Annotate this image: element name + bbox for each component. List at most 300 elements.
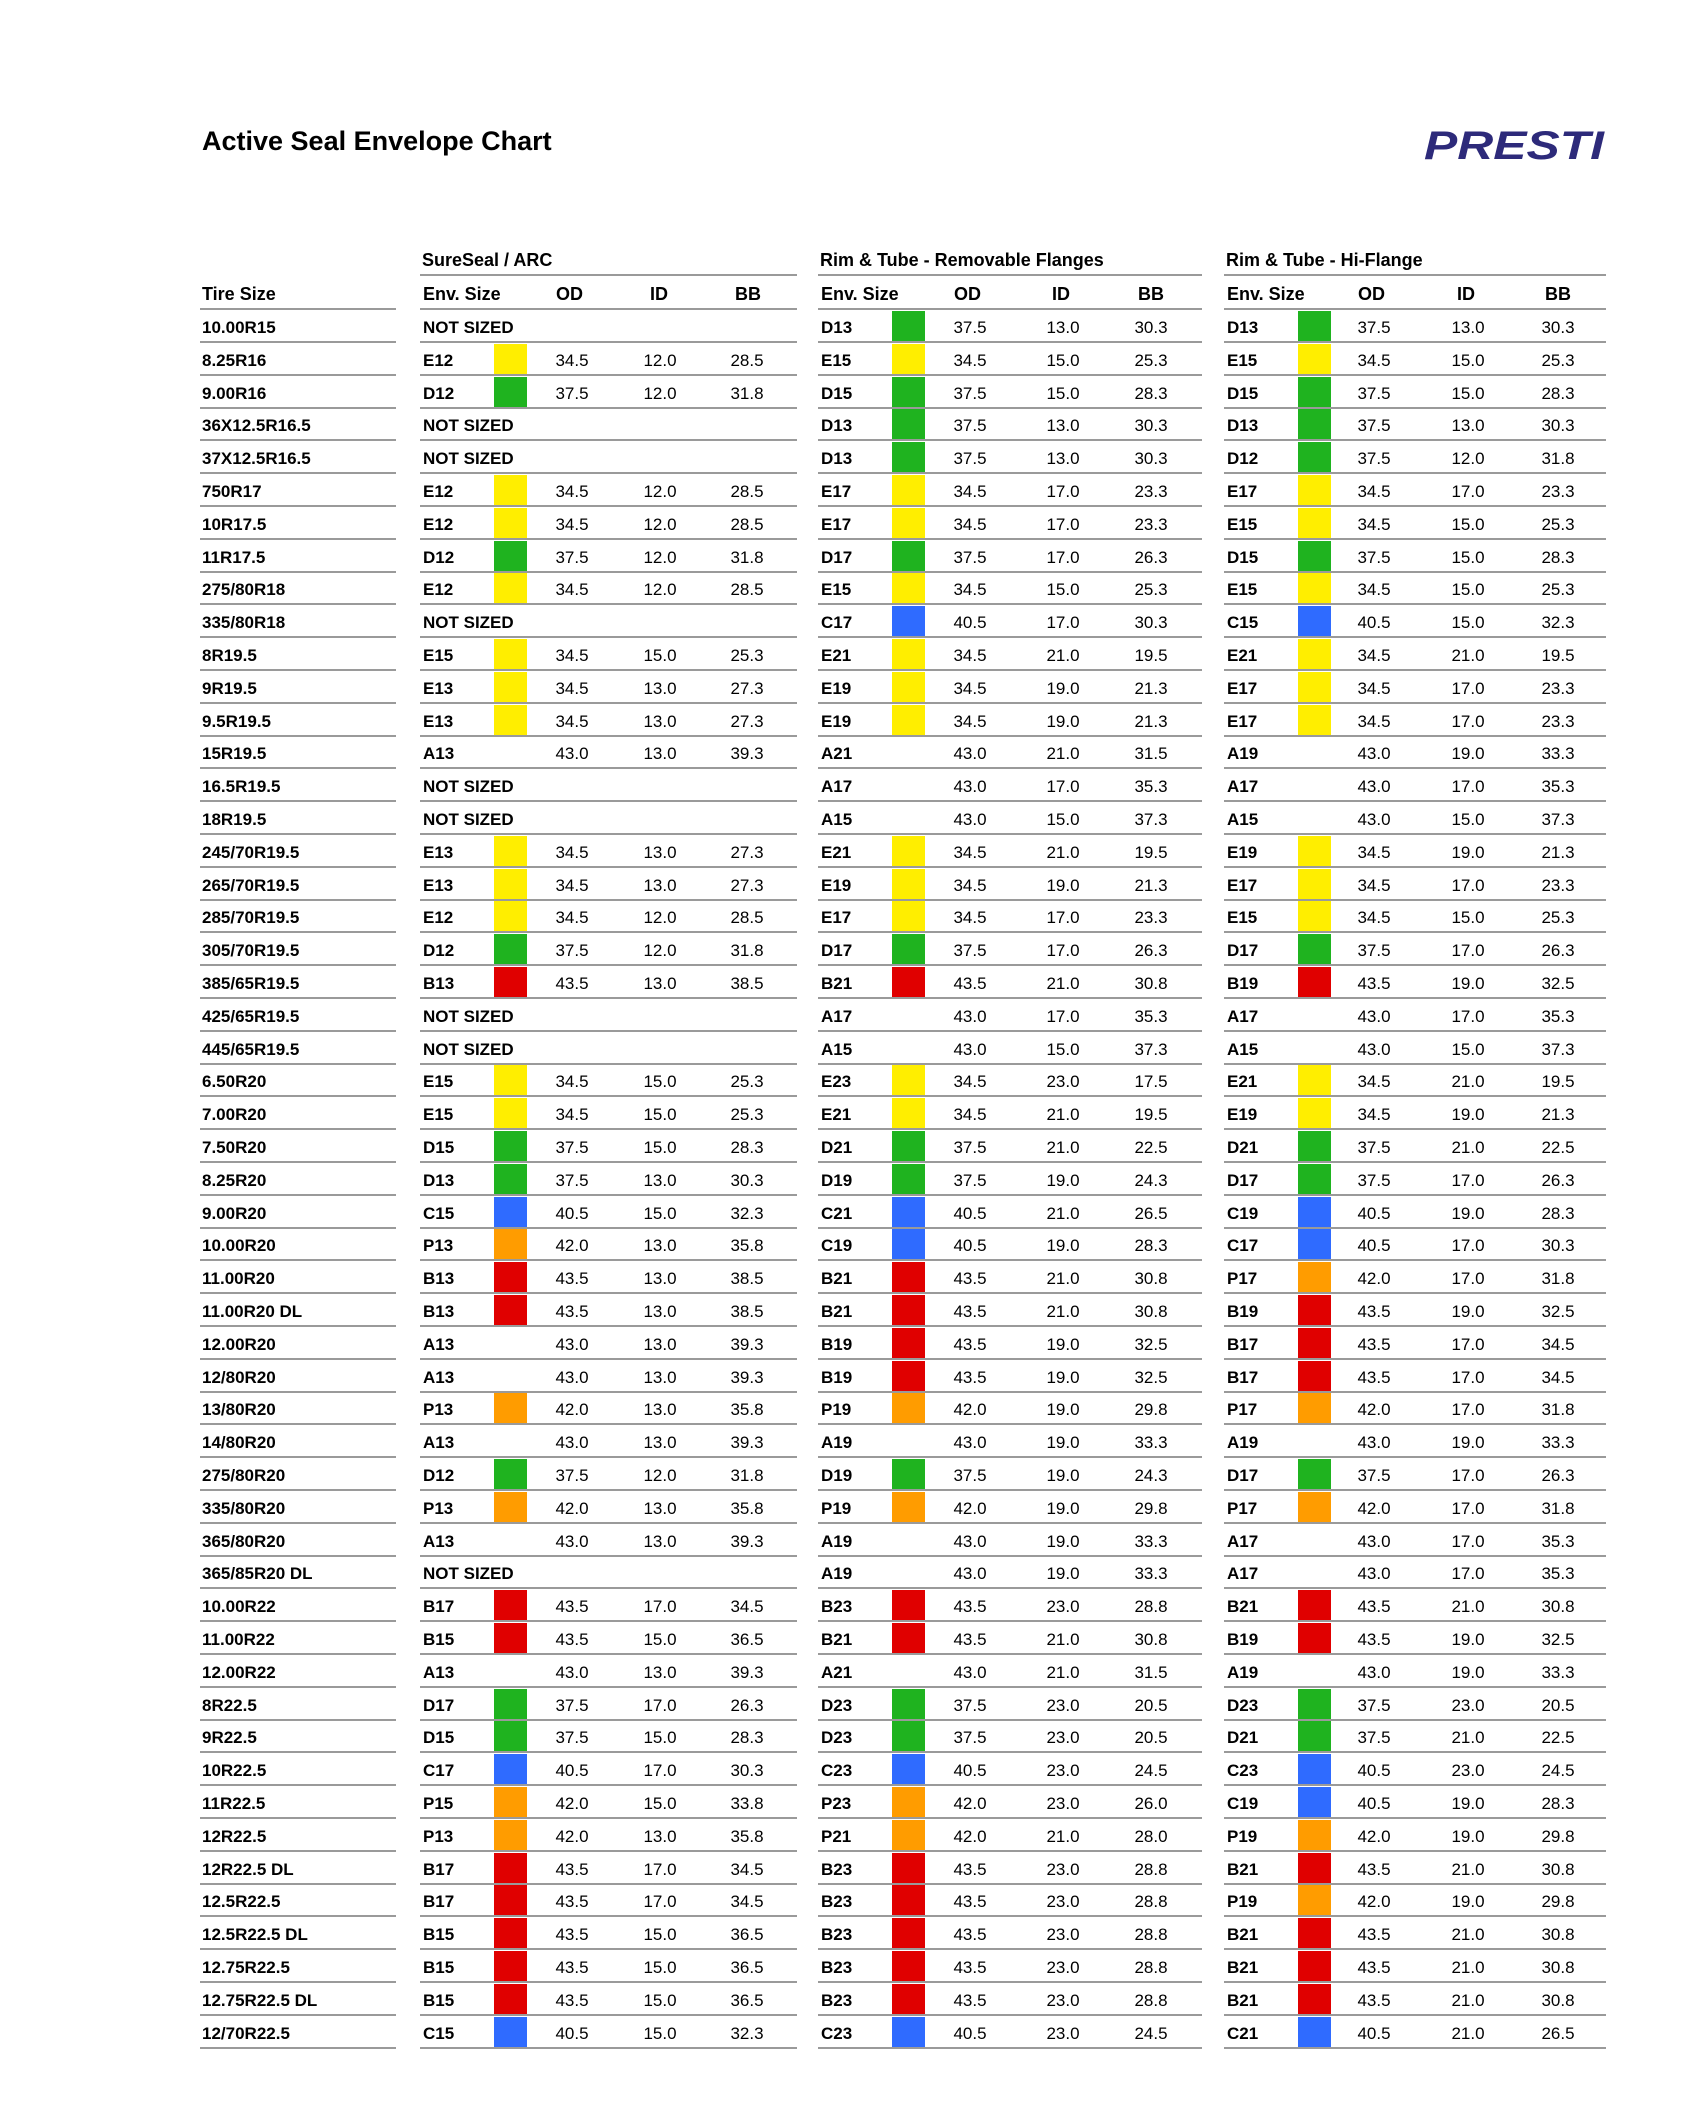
color-swatch xyxy=(1298,606,1331,636)
env-size: P15 xyxy=(423,1794,454,1813)
id-value: 13.0 xyxy=(643,1400,677,1420)
env-size: D13 xyxy=(821,416,853,436)
bb-value: 26.3 xyxy=(1541,1170,1575,1190)
table-row xyxy=(0,376,1700,409)
od-value: 34.5 xyxy=(1357,482,1391,501)
od-value: 37.5 xyxy=(953,383,987,403)
od-header: OD xyxy=(1358,284,1385,304)
od-value: 43.5 xyxy=(555,1958,589,1977)
table-row xyxy=(0,1786,1700,1819)
table-row xyxy=(0,1753,1700,1786)
tire-size: 8.25R16 xyxy=(202,350,267,370)
id-value: 15.0 xyxy=(1451,514,1485,534)
id-value: 15.0 xyxy=(643,646,677,665)
color-swatch xyxy=(892,967,925,997)
id-value: 13.0 xyxy=(1046,318,1080,337)
env-size: E15 xyxy=(1227,908,1258,928)
env-size: D17 xyxy=(821,941,853,961)
color-swatch xyxy=(1298,573,1331,603)
id-value: 13.0 xyxy=(1046,449,1080,469)
env-size: D13 xyxy=(1227,416,1259,436)
od-value: 43.5 xyxy=(953,1630,987,1649)
od-value: 37.5 xyxy=(555,1138,589,1157)
id-value: 13.0 xyxy=(643,1367,677,1387)
id-value: 15.0 xyxy=(643,1072,677,1092)
color-swatch xyxy=(494,901,527,931)
env-size: A15 xyxy=(1227,1039,1259,1059)
color-swatch xyxy=(892,1853,925,1883)
color-swatch xyxy=(494,1918,527,1948)
id-value: 17.0 xyxy=(643,1695,677,1715)
tire-size: 305/70R19.5 xyxy=(202,941,300,961)
color-swatch xyxy=(1298,1721,1331,1751)
id-value: 15.0 xyxy=(643,1105,677,1125)
color-swatch xyxy=(1298,705,1331,735)
color-swatch xyxy=(892,1393,925,1423)
od-value: 43.0 xyxy=(953,1662,987,1682)
env-size: B21 xyxy=(1227,1859,1259,1879)
env-size: P19 xyxy=(1227,1892,1258,1912)
bb-value: 30.3 xyxy=(1541,1236,1575,1256)
id-value: 19.0 xyxy=(1046,1498,1080,1518)
od-value: 37.5 xyxy=(953,449,987,469)
bb-value: 26.5 xyxy=(1134,1203,1168,1223)
id-value: 12.0 xyxy=(643,482,677,501)
od-value: 34.5 xyxy=(953,678,987,698)
od-value: 42.0 xyxy=(953,1794,987,1813)
od-value: 43.0 xyxy=(1357,810,1391,829)
bb-value: 30.8 xyxy=(1134,1630,1168,1649)
id-value: 19.0 xyxy=(1451,1302,1485,1321)
bb-value: 26.3 xyxy=(730,1695,764,1715)
bb-value: 20.5 xyxy=(1134,1728,1168,1748)
id-value: 17.0 xyxy=(1451,1006,1485,1026)
id-value: 21.0 xyxy=(1046,1630,1080,1649)
od-value: 34.5 xyxy=(953,1105,987,1125)
id-value: 12.0 xyxy=(643,941,677,961)
id-value: 23.0 xyxy=(1046,1728,1080,1748)
od-value: 34.5 xyxy=(953,875,987,895)
id-value: 19.0 xyxy=(1451,1662,1485,1682)
color-swatch xyxy=(892,2017,925,2047)
od-value: 43.5 xyxy=(953,974,987,993)
bb-value: 27.3 xyxy=(730,842,764,862)
table-row xyxy=(0,671,1700,704)
env-size: E19 xyxy=(821,711,852,731)
env-size: E12 xyxy=(423,908,454,928)
bb-value: 26.3 xyxy=(1134,547,1168,567)
table-row xyxy=(0,769,1700,802)
bb-value: 38.5 xyxy=(730,1269,764,1289)
od-value: 43.0 xyxy=(555,1662,589,1682)
od-value: 40.5 xyxy=(555,1761,589,1781)
od-value: 40.5 xyxy=(953,1236,987,1256)
bb-value: 30.8 xyxy=(1541,1597,1575,1617)
tire-size: 10R17.5 xyxy=(202,514,267,534)
color-swatch xyxy=(494,869,527,899)
env-size: D13 xyxy=(821,449,853,469)
bb-value: 35.8 xyxy=(730,1236,764,1256)
tire-size: 11R17.5 xyxy=(202,547,266,567)
bb-value: 25.3 xyxy=(1134,350,1168,370)
bb-value: 30.3 xyxy=(730,1761,764,1781)
bb-value: 35.8 xyxy=(730,1400,764,1420)
not-sized-label: NOT SIZED xyxy=(423,416,514,436)
group-header-hi-flange xyxy=(1224,244,1606,276)
od-value: 43.5 xyxy=(555,1269,589,1289)
od-value: 43.5 xyxy=(1357,1859,1391,1879)
id-value: 17.0 xyxy=(1451,1334,1485,1354)
od-value: 34.5 xyxy=(555,678,589,698)
bb-value: 28.8 xyxy=(1134,1958,1168,1977)
od-value: 34.5 xyxy=(555,580,589,600)
tire-size: 11.00R20 xyxy=(202,1269,275,1289)
od-value: 37.5 xyxy=(953,1466,987,1485)
od-value: 43.0 xyxy=(555,744,589,764)
bb-value: 20.5 xyxy=(1541,1695,1575,1715)
bb-value: 23.3 xyxy=(1134,514,1168,534)
bb-value: 26.5 xyxy=(1541,2023,1575,2043)
color-swatch xyxy=(892,606,925,636)
env-size: A13 xyxy=(423,744,455,764)
od-value: 43.5 xyxy=(953,1367,987,1387)
env-size: B21 xyxy=(821,1630,853,1649)
bb-value: 21.3 xyxy=(1541,1105,1575,1125)
tire-size: 12.75R22.5 xyxy=(202,1958,290,1977)
color-swatch xyxy=(1298,1885,1331,1915)
od-value: 37.5 xyxy=(1357,383,1391,403)
bb-header: BB xyxy=(1138,284,1164,304)
color-swatch xyxy=(1298,1623,1331,1653)
od-value: 34.5 xyxy=(555,514,589,534)
od-value: 43.0 xyxy=(953,1433,987,1453)
id-value: 23.0 xyxy=(1046,1925,1080,1945)
bb-value: 26.3 xyxy=(1134,941,1168,961)
bb-value: 31.8 xyxy=(730,1466,764,1485)
id-value: 15.0 xyxy=(1046,580,1080,600)
bb-value: 30.8 xyxy=(1134,974,1168,993)
od-value: 34.5 xyxy=(953,908,987,928)
id-value: 17.0 xyxy=(1451,875,1485,895)
bb-value: 30.8 xyxy=(1541,1859,1575,1879)
od-value: 42.0 xyxy=(1357,1826,1391,1846)
id-value: 15.0 xyxy=(643,1794,677,1813)
id-value: 13.0 xyxy=(643,1498,677,1518)
od-value: 42.0 xyxy=(1357,1892,1391,1912)
color-swatch xyxy=(494,639,527,669)
bb-value: 32.5 xyxy=(1541,974,1575,993)
env-size: B17 xyxy=(423,1597,455,1617)
bb-value: 31.8 xyxy=(730,547,764,567)
bb-value: 23.3 xyxy=(1134,482,1168,501)
bb-value: 29.8 xyxy=(1134,1400,1168,1420)
color-swatch xyxy=(494,1853,527,1883)
od-value: 34.5 xyxy=(1357,514,1391,534)
env-size: A17 xyxy=(1227,777,1259,797)
env-size: E19 xyxy=(1227,1105,1258,1125)
bb-value: 31.5 xyxy=(1134,1662,1168,1682)
not-sized-label: NOT SIZED xyxy=(423,318,514,337)
od-header: OD xyxy=(556,284,583,304)
tire-size: 6.50R20 xyxy=(202,1072,267,1092)
od-value: 34.5 xyxy=(1357,842,1391,862)
env-size: A21 xyxy=(821,744,853,764)
color-swatch xyxy=(1298,409,1331,439)
id-value: 13.0 xyxy=(643,1269,677,1289)
table-row xyxy=(0,1097,1700,1130)
id-value: 17.0 xyxy=(1451,678,1485,698)
table-row xyxy=(0,441,1700,474)
id-value: 15.0 xyxy=(643,1630,677,1649)
bb-value: 21.3 xyxy=(1134,711,1168,731)
env-size: D23 xyxy=(821,1728,853,1748)
od-value: 37.5 xyxy=(953,1170,987,1190)
od-value: 43.5 xyxy=(1357,974,1391,993)
color-swatch xyxy=(1298,1459,1331,1489)
tire-size: 12.5R22.5 xyxy=(202,1892,281,1912)
env-size: B15 xyxy=(423,1990,455,2010)
od-value: 43.5 xyxy=(953,1892,987,1912)
id-value: 23.0 xyxy=(1046,1794,1080,1813)
bb-value: 32.5 xyxy=(1541,1630,1575,1649)
od-value: 42.0 xyxy=(953,1400,987,1420)
bb-value: 27.3 xyxy=(730,875,764,895)
env-size: B15 xyxy=(423,1925,455,1945)
id-value: 21.0 xyxy=(1046,1302,1080,1321)
bb-value: 34.5 xyxy=(730,1892,764,1912)
od-value: 43.0 xyxy=(953,1039,987,1059)
bb-value: 30.8 xyxy=(1541,1958,1575,1977)
id-value: 15.0 xyxy=(643,2023,677,2043)
bb-value: 36.5 xyxy=(730,1958,764,1977)
od-value: 43.0 xyxy=(953,1006,987,1026)
bb-value: 33.3 xyxy=(1541,1433,1575,1453)
id-value: 21.0 xyxy=(1046,1662,1080,1682)
not-sized-label: NOT SIZED xyxy=(423,1006,514,1026)
bb-value: 38.5 xyxy=(730,1302,764,1321)
od-value: 37.5 xyxy=(555,941,589,961)
env-size: E21 xyxy=(821,1105,852,1125)
id-value: 19.0 xyxy=(1451,1433,1485,1453)
color-swatch xyxy=(892,1459,925,1489)
id-value: 23.0 xyxy=(1046,1859,1080,1879)
tire-size: 16.5R19.5 xyxy=(202,777,281,797)
bb-value: 30.3 xyxy=(1134,318,1168,337)
color-swatch xyxy=(494,1164,527,1194)
od-value: 34.5 xyxy=(555,1072,589,1092)
od-value: 43.5 xyxy=(1357,1958,1391,1977)
bb-value: 29.8 xyxy=(1541,1826,1575,1846)
bb-value: 25.3 xyxy=(730,646,764,665)
env-size: D15 xyxy=(423,1728,455,1748)
bb-value: 33.3 xyxy=(1134,1433,1168,1453)
color-swatch xyxy=(494,1754,527,1784)
od-value: 43.0 xyxy=(1357,1531,1391,1551)
od-value: 43.5 xyxy=(953,1925,987,1945)
env-size: E17 xyxy=(821,514,852,534)
env-size: D21 xyxy=(821,1138,853,1157)
od-value: 34.5 xyxy=(953,646,987,665)
color-swatch xyxy=(1298,934,1331,964)
bb-value: 28.3 xyxy=(730,1138,764,1157)
od-value: 43.0 xyxy=(953,1564,987,1584)
tire-size: 9.00R20 xyxy=(202,1203,267,1223)
bb-value: 35.3 xyxy=(1541,1531,1575,1551)
env-size: D17 xyxy=(1227,941,1259,961)
color-swatch xyxy=(892,705,925,735)
tire-size: 12/80R20 xyxy=(202,1367,276,1387)
table-row xyxy=(0,2016,1700,2049)
env-size: B17 xyxy=(423,1859,455,1879)
env-size: B15 xyxy=(423,1958,455,1977)
od-value: 40.5 xyxy=(555,2023,589,2043)
bb-value: 37.3 xyxy=(1134,810,1168,829)
table-row xyxy=(0,1655,1700,1688)
table-row xyxy=(0,1163,1700,1196)
bb-value: 31.5 xyxy=(1134,744,1168,764)
od-value: 43.5 xyxy=(1357,1925,1391,1945)
id-value: 23.0 xyxy=(1046,1958,1080,1977)
color-swatch xyxy=(1298,1984,1331,2014)
od-value: 43.0 xyxy=(953,1531,987,1551)
env-size: D15 xyxy=(1227,383,1259,403)
env-size: D17 xyxy=(1227,1466,1259,1485)
color-swatch xyxy=(1298,1361,1331,1391)
env-size: E15 xyxy=(1227,514,1258,534)
tire-size: 10R22.5 xyxy=(202,1761,267,1781)
table-row xyxy=(0,1852,1700,1885)
od-value: 40.5 xyxy=(1357,1761,1391,1781)
color-swatch xyxy=(494,967,527,997)
group-title: Rim & Tube - Hi-Flange xyxy=(1226,250,1423,270)
env-size: C19 xyxy=(821,1236,853,1256)
color-swatch xyxy=(494,1459,527,1489)
tire-size: 13/80R20 xyxy=(202,1400,276,1420)
bb-value: 30.8 xyxy=(1134,1269,1168,1289)
od-value: 42.0 xyxy=(953,1826,987,1846)
not-sized-label: NOT SIZED xyxy=(423,1039,514,1059)
od-value: 42.0 xyxy=(555,1400,589,1420)
bb-value: 36.5 xyxy=(730,1925,764,1945)
env-size: C19 xyxy=(1227,1794,1259,1813)
env-size: C17 xyxy=(423,1761,455,1781)
od-value: 43.0 xyxy=(555,1531,589,1551)
od-value: 34.5 xyxy=(953,711,987,731)
od-value: 43.0 xyxy=(953,810,987,829)
id-value: 21.0 xyxy=(1046,1826,1080,1846)
env-size: A13 xyxy=(423,1531,455,1551)
od-value: 37.5 xyxy=(953,941,987,961)
env-size: B23 xyxy=(821,1892,853,1912)
color-swatch xyxy=(1298,1951,1331,1981)
bb-value: 28.5 xyxy=(730,350,764,370)
env-size-header: Env. Size xyxy=(423,284,501,304)
env-size: P19 xyxy=(821,1400,852,1420)
od-value: 37.5 xyxy=(1357,416,1391,436)
env-size: E17 xyxy=(821,482,852,501)
bb-value: 35.3 xyxy=(1541,777,1575,797)
env-size: B23 xyxy=(821,1925,853,1945)
env-size: A13 xyxy=(423,1662,455,1682)
od-value: 34.5 xyxy=(555,711,589,731)
od-value: 34.5 xyxy=(555,482,589,501)
od-value: 43.5 xyxy=(1357,1630,1391,1649)
tire-size: 10.00R20 xyxy=(202,1236,276,1256)
presti-logo xyxy=(1424,124,1606,164)
id-value: 12.0 xyxy=(643,350,677,370)
env-size: P23 xyxy=(821,1794,852,1813)
table-row xyxy=(0,1261,1700,1294)
color-swatch xyxy=(1298,1787,1331,1817)
env-size: D12 xyxy=(423,941,455,961)
env-size-header: Env. Size xyxy=(1227,284,1305,304)
env-size: A19 xyxy=(1227,744,1259,764)
id-value: 15.0 xyxy=(1451,1039,1485,1059)
id-value: 19.0 xyxy=(1046,711,1080,731)
color-swatch xyxy=(892,1262,925,1292)
env-size: P13 xyxy=(423,1236,454,1256)
id-value: 13.0 xyxy=(643,974,677,993)
bb-value: 35.3 xyxy=(1541,1006,1575,1026)
id-value: 12.0 xyxy=(643,908,677,928)
od-value: 34.5 xyxy=(1357,711,1391,731)
od-value: 37.5 xyxy=(1357,1138,1391,1157)
od-value: 43.5 xyxy=(1357,1367,1391,1387)
od-value: 43.0 xyxy=(555,1367,589,1387)
id-value: 19.0 xyxy=(1451,1203,1485,1223)
bb-value: 34.5 xyxy=(730,1859,764,1879)
color-swatch xyxy=(892,344,925,374)
bb-header: BB xyxy=(1545,284,1571,304)
color-swatch xyxy=(1298,2017,1331,2047)
id-value: 13.0 xyxy=(643,1334,677,1354)
bb-value: 31.8 xyxy=(1541,449,1575,469)
tire-size: 12.75R22.5 DL xyxy=(202,1990,318,2010)
tire-size: 11R22.5 xyxy=(202,1794,266,1813)
bb-value: 34.5 xyxy=(1541,1334,1575,1354)
id-value: 21.0 xyxy=(1046,974,1080,993)
id-value: 12.0 xyxy=(643,514,677,534)
table-row xyxy=(0,1425,1700,1458)
color-swatch xyxy=(1298,541,1331,571)
not-sized-label: NOT SIZED xyxy=(423,810,514,829)
id-header: ID xyxy=(650,284,668,304)
env-size: A17 xyxy=(821,1006,853,1026)
env-size: C21 xyxy=(821,1203,853,1223)
not-sized-label: NOT SIZED xyxy=(423,613,514,633)
color-swatch xyxy=(892,1164,925,1194)
od-value: 40.5 xyxy=(1357,1203,1391,1223)
bb-value: 27.3 xyxy=(730,711,764,731)
bb-value: 23.3 xyxy=(1541,678,1575,698)
column-headers-hi-flange xyxy=(1224,276,1606,310)
env-size: E15 xyxy=(1227,580,1258,600)
id-value: 23.0 xyxy=(1451,1695,1485,1715)
bb-value: 28.5 xyxy=(730,482,764,501)
table-row xyxy=(0,1819,1700,1852)
color-swatch xyxy=(892,475,925,505)
bb-value: 31.8 xyxy=(1541,1498,1575,1518)
tire-size: 425/65R19.5 xyxy=(202,1006,300,1026)
env-size: C15 xyxy=(423,1203,455,1223)
env-size: B13 xyxy=(423,1302,455,1321)
bb-value: 19.5 xyxy=(1134,842,1168,862)
od-value: 43.5 xyxy=(1357,1597,1391,1617)
color-swatch xyxy=(892,541,925,571)
color-swatch xyxy=(494,344,527,374)
od-value: 34.5 xyxy=(953,350,987,370)
color-swatch xyxy=(892,639,925,669)
